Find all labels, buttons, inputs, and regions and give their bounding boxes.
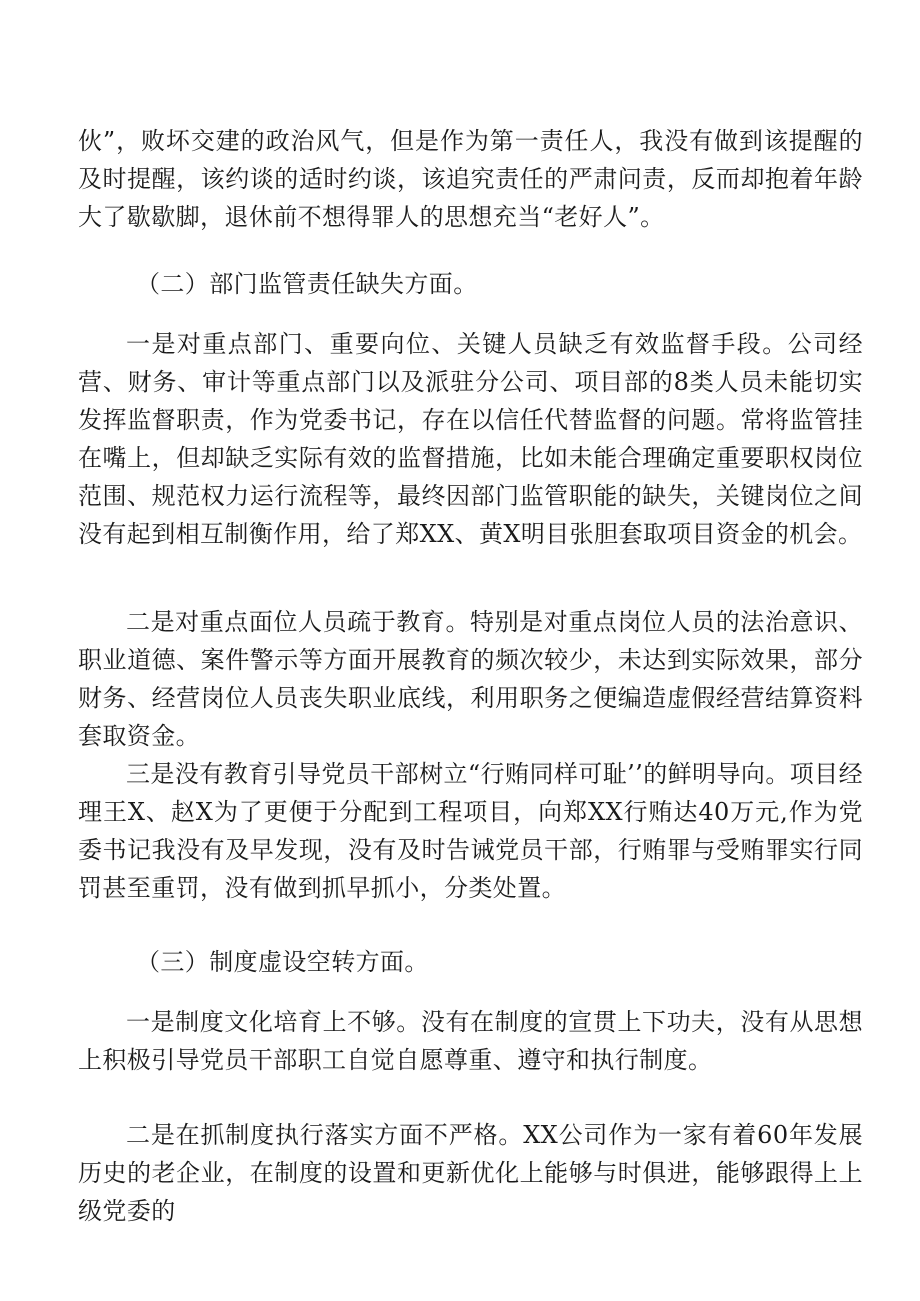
section-heading-3: （三）制度虚设空转方面。: [136, 948, 429, 976]
paragraph-system-execution: 二是在抓制度执行落实方面不严格。XX公司作为一家有着60年发展历史的老企业，在制度的设置和更新优化上能够与时俱进，能够跟得上上级党委的: [78, 1121, 863, 1225]
paragraph-system-culture: 一是制度文化培育上不够。没有在制度的宣贯上下功夫，没有从思想上积极引导党员干部职工自觉自愿尊重、遵守和执行制度。: [78, 1008, 863, 1074]
paragraph-education: 二是对重点面位人员疏于教育。特别是对重点岗位人员的法治意识、职业道德、案件警示等方面开展教育的频次较少，未达到实际效果，部分财务、经营岗位人员丧失职业底线，利用职务之便编造虚假经营结算资料套取资金。: [78, 608, 863, 750]
section-heading-2: （二）部门监管责任缺失方面。: [136, 270, 478, 298]
paragraph-bribery-guidance: 三是没有教育引导党员干部树立“行贿同样可耻’’的鲜明导向。项目经理王X、赵X为了更便于分配到工程项目，向郑XX行贿达40万元,作为党委书记我没有及早发现，没有及时告诫党员干部，行贿罪与受贿罪实行同罚甚至重罚，没有做到抓早抓小，分类处置。: [78, 760, 863, 902]
paragraph-continuation: 伙”，败坏交建的政治风气，但是作为第一责任人，我没有做到该提醒的及时提醒，该约谈的适时约谈，该追究责任的严肃问责，反而却抱着年龄大了歇歇脚，退休前不想得罪人的思想充当“老好人”。: [78, 127, 863, 231]
paragraph-dept-supervision: 一是对重点部门、重要向位、关键人员缺乏有效监督手段。公司经营、财务、审计等重点部门以及派驻分公司、项目部的8类人员未能切实发挥监督职责，作为党委书记，存在以信任代替监督的问题。常将监管挂在嘴上，但却缺乏实际有效的监督措施，比如未能合理确定重要职权岗位范围、规范权力运行流程等，最终因部门监管职能的缺失，关键岗位之间没有起到相互制衡作用，给了郑XX、黄X明目张胆套取项目资金的机会。: [78, 330, 863, 548]
